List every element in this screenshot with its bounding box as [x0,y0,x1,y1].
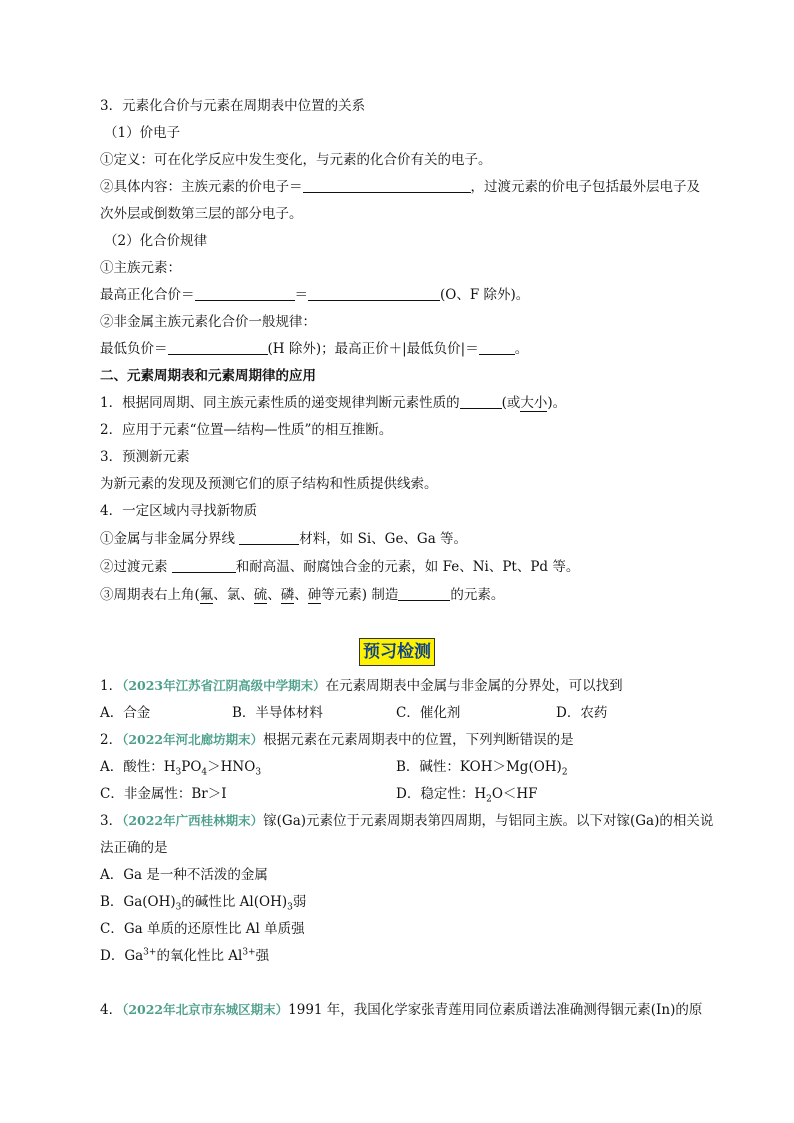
q3-option-c[interactable]: C．Ga 单质的还原性比 Al 单质强 [100,921,305,937]
q2-option-a[interactable]: A．酸性：$H_3PO_4>HNO_3$ [100,759,262,778]
answer-blank[interactable] [398,586,450,601]
subheading-valence-rule: （2）化合价规律 [104,233,208,249]
question-3-stem-2: 法正确的是 [100,840,168,856]
application-item-4-2: ②过渡元素 和耐高温、耐腐蚀合金的元素，如 Fe、Ni、Pt、Pd 等。 [100,559,580,575]
preview-check-banner: 预习检测 [359,638,435,666]
nonmetal-rule-line: ②非金属主族元素化合价一般规律： [100,314,316,330]
answer-blank[interactable] [479,340,515,355]
question-4-stem: 4．（2022年北京市东城区期末）1991 年，我国化学家张青莲用同位素质谱法准确测得铟元素(In)的原 [100,1002,703,1018]
q1-option-a[interactable]: A．合金 [100,705,151,721]
section-heading: 3．元素化合价与元素在周期表中位置的关系 [100,98,366,114]
application-item-1: 1．根据同周期、同主族元素性质的递变规律判断元素性质的 (或大小)。 [100,395,567,411]
answer-blank[interactable] [303,178,471,193]
q3-option-a[interactable]: A．Ga 是一种不活泼的金属 [100,867,268,883]
q2-option-b[interactable]: B．碱性：$KOH>Mg(OH)_2$ [396,759,568,778]
main-group-line: ①主族元素： [100,260,181,276]
q1-option-c[interactable]: C．催化剂 [396,705,461,721]
q2-option-d[interactable]: D．稳定性：$H_2O<HF$ [396,786,538,805]
answer-blank[interactable] [195,286,295,301]
q3-option-d[interactable]: D．$Ga^{3+}$的氧化性比 $Al^{3+}$强 [100,947,270,964]
definition-line: ①定义：可在化学反应中发生变化，与元素的化合价有关的电子。 [100,152,492,168]
answer-blank[interactable] [308,286,440,301]
q1-option-b[interactable]: B．半导体材料 [232,705,323,721]
specific-content-line: ②具体内容：主族元素的价电子＝ ，过渡元素的价电子包括最外层电子及 [100,179,700,195]
application-item-3-desc: 为新元素的发现及预测它们的原子结构和性质提供线索。 [100,476,438,492]
subheading-valence-electron: （1）价电子 [104,125,181,141]
question-source: （2022年北京市东城区期末） [122,1002,289,1017]
min-valence-line: 最低负价＝ (H 除外)；最高正价＋|最低负价|＝ 。 [100,341,529,357]
application-item-4-3: ③周期表右上角(氟、氯、硫、磷、砷等元素) 制造 的元素。 [100,587,505,603]
question-source: （2022年广西桂林期末） [122,813,264,828]
question-3-stem: 3．（2022年广西桂林期末）镓(Ga)元素位于元素周期表第四周期，与铝同主族。以下对镓(Ga)的相关说 [100,813,714,829]
specific-content-line-2: 次外层或倒数第三层的部分电子。 [100,206,303,222]
q1-option-d[interactable]: D．农药 [556,705,608,721]
application-item-3: 3．预测新元素 [100,449,190,465]
section-heading-application: 二、元素周期表和元素周期律的应用 [100,368,316,384]
application-item-2: 2．应用于元素“位置—结构—性质”的相互推断。 [100,422,393,438]
answer-blank[interactable] [172,558,236,573]
q3-option-b[interactable]: B．$Ga(OH)_3$的碱性比 $Al(OH)_3$弱 [100,894,307,913]
answer-blank[interactable] [460,394,502,409]
question-source: （2022年河北廊坊期末） [122,732,264,747]
question-1-stem: 1．（2023年江苏省江阴高级中学期末）在元素周期表中金属与非金属的分界处，可以找到 [100,678,623,694]
q2-option-c[interactable]: C．非金属性：Br＞I [100,786,227,802]
application-item-4-1: ①金属与非金属分界线 材料，如 Si、Ge、Ga 等。 [100,531,468,547]
answer-blank[interactable] [239,530,299,545]
question-2-stem: 2．（2022年河北廊坊期末）根据元素在元素周期表中的位置，下列判断错误的是 [100,732,574,748]
application-item-4: 4．一定区域内寻找新物质 [100,503,258,519]
max-valence-line: 最高正化合价＝ ＝ (O、F 除外)。 [100,287,530,303]
answer-blank[interactable] [168,340,268,355]
question-source: （2023年江苏省江阴高级中学期末） [122,678,326,693]
